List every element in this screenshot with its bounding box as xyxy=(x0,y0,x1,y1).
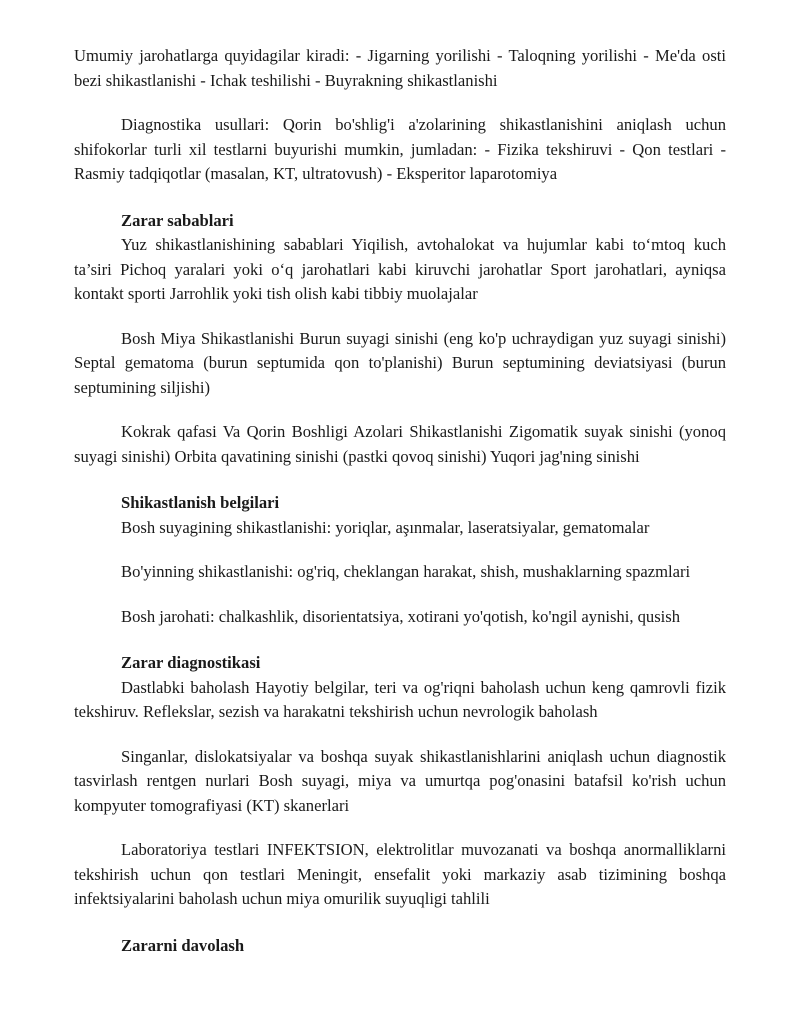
paragraph-initial-assessment: Dastlabki baholash Hayotiy belgilar, teri va og'riqni baholash uchun keng qamrovli fizik tekshiruv. Reflekslar, sezish va harakatni tekshirish uchun nevrologik baholash xyxy=(74,677,726,721)
paragraph-brain-injury: Bosh Miya Shikastlanishi Burun suyagi sinishi (eng ko'p uchraydigan yuz suyagi sinishi) Septal gematoma (burun septumida qon to'planishi) Burun septumining deviatsiyasi (burun septumining siljishi) xyxy=(74,328,726,397)
paragraph-skull-injury: Bosh suyagining shikastlanishi: yoriqlar, aşınmalar, laseratsiyalar, gematomalar xyxy=(121,517,650,537)
heading-damage-treatment: Zararni davolash xyxy=(121,935,245,955)
paragraph-chest-abdomen-injury: Kokrak qafasi Va Qorin Boshligi Azolari Shikastlanishi Zigomatik suyak sinishi (yonoq suyagi sinishi) Orbita qavatining sinishi (pastki qovoq sinishi) Yuqori jag'ning sinishi xyxy=(74,422,726,466)
heading-damage-diagnostics: Zarar diagnostikasi xyxy=(121,653,261,672)
paragraph-face-injury-causes: Yuz shikastlanishining sabablari Yiqilish, avtohalokat va hujumlar kabi to‘mtoq kuch ta’siri Pichoq yaralari yoki o‘q jarohatlari kabi kiruvchi jarohatlar Sport jarohatlari, ayniqsa kontakt sporti Jarrohlik yoki tish olish kabi tibbiy muolajalar xyxy=(74,235,726,303)
heading-damage-causes: Zarar sabablari xyxy=(121,210,234,230)
paragraph-neck-injury: Bo'yinning shikastlanishi: og'riq, cheklangan harakat, shish, mushaklarning spazmlari xyxy=(121,562,691,581)
paragraph-diagnostic-imaging: Singanlar, dislokatsiyalar va boshqa suyak shikastlanishlarini aniqlash uchun diagnostik tasvirlash rentgen nurlari Bosh suyagi, miya va umurtqa pog'onasini batafsil ko'rish uchun kompyuter tomografiyasi (KT) skanerlari xyxy=(74,746,726,815)
heading-injury-signs: Shikastlanish belgilari xyxy=(121,493,280,512)
paragraph-head-injury: Bosh jarohati: chalkashlik, disorientatsiya, xotirani yo'qotish, ko'ngil aynishi, qusish xyxy=(121,606,681,626)
paragraph-laboratory-tests: Laboratoriya testlari INFEKTSION, elektrolitlar muvozanati va boshqa anormalliklarni tekshirish uchun qon testlari Meningit, ensefalit yoki markaziy asab tizimining boshqa infektsiyalarini baholash uchun miya omurilik suyuqligi tahlili xyxy=(74,840,726,908)
paragraph-diagnostic-methods: Diagnostika usullari: Qorin bo'shlig'i a'zolarining shikastlanishini aniqlash uchun shifokorlar turli xil testlarni buyurishi mumkin, jumladan: - Fizika tekshiruvi - Qon testlari - Rasmiy tadqiqotlar (masalan, KT, ultratovush) - Eksperitor laparotomiya xyxy=(74,115,726,183)
paragraph-common-injuries: Umumiy jarohatlarga quyidagilar kiradi: - Jigarning yorilishi - Taloqning yorilishi - Me'da osti bezi shikastlanishi - Ichak teshilishi - Buyrakning shikastlanishi xyxy=(74,46,726,90)
